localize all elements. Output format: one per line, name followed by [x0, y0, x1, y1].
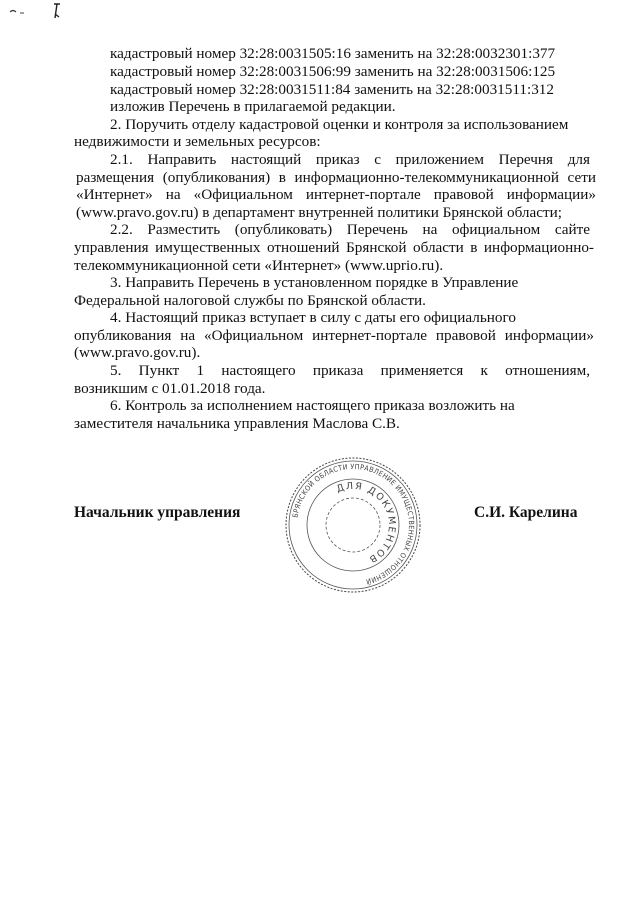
paragraph-2-2-line: телекоммуникационной сети «Интернет» (www.uprio.ru).	[74, 257, 444, 274]
text-line: кадастровый номер 32:28:0031505:16 заменить на 32:28:0032301:377	[110, 45, 556, 62]
paragraph-2-line: недвижимости и земельных ресурсов:	[74, 133, 321, 150]
paragraph-2-1-line: (www.pravo.gov.ru) в департамент внутренней политики Брянской области;	[76, 204, 562, 221]
paragraph-4-line: опубликования на «Официальном интернет-портале правовой информации»	[74, 327, 594, 344]
paragraph-2-1-line: размещения (опубликования) в информационно-телекоммуникационной сети	[76, 169, 596, 186]
paragraph-6-line: 6. Контроль за исполнением настоящего приказа возложить на	[110, 397, 515, 414]
paragraph-2-1-line: 2.1. Направить настоящий приказ с приложением Перечня для	[110, 151, 590, 168]
paragraph-2-1-line: «Интернет» на «Официальном интернет-портале правовой информации»	[76, 186, 596, 203]
scan-artifact-mark	[6, 2, 66, 20]
official-seal	[283, 455, 423, 595]
paragraph-4-line: 4. Настоящий приказ вступает в силу с даты его официального	[110, 309, 516, 326]
paragraph-3-line: 3. Направить Перечень в установленном порядке в Управление	[110, 274, 519, 291]
svg-text:ДЛЯ ДОКУМЕНТОВ	[335, 481, 397, 565]
paragraph-2-line: 2. Поручить отделу кадастровой оценки и контроля за использованием	[110, 116, 569, 133]
seal-outer-text: БРЯНСКОЙ ОБЛАСТИ УПРАВЛЕНИЕ ИМУЩЕСТВЕННЫХ ОТНОШЕНИЙ	[290, 461, 417, 587]
svg-text:БРЯНСКОЙ ОБЛАСТИ УПРАВЛЕНИЕ ИМ	[290, 462, 416, 586]
text-line: кадастровый номер 32:28:0031511:84 заменить на 32:28:0031511:312	[110, 81, 554, 98]
paragraph-6-line: заместителя начальника управления Маслова С.В.	[74, 415, 400, 432]
paragraph-5-line: возникшим с 01.01.2018 года.	[74, 380, 266, 397]
paragraph-5-line: 5. Пункт 1 настоящего приказа применяется к отношениям,	[110, 362, 590, 379]
signature-position: Начальник управления	[74, 504, 241, 521]
text-line: изложив Перечень в прилагаемой редакции.	[110, 98, 396, 115]
text-line: кадастровый номер 32:28:0031506:99 заменить на 32:28:0031506:125	[110, 63, 556, 80]
paragraph-4-line: (www.pravo.gov.ru).	[74, 344, 201, 361]
seal-inner-text: ДЛЯ ДОКУМЕНТОВ	[335, 480, 398, 566]
signature-name: С.И. Карелина	[474, 504, 578, 521]
paragraph-3-line: Федеральной налоговой службы по Брянской области.	[74, 292, 426, 309]
paragraph-2-2-line: 2.2. Разместить (опубликовать) Перечень на официальном сайте	[110, 221, 590, 238]
paragraph-2-2-line: управления имущественных отношений Брянской области в информационно-	[74, 239, 594, 256]
